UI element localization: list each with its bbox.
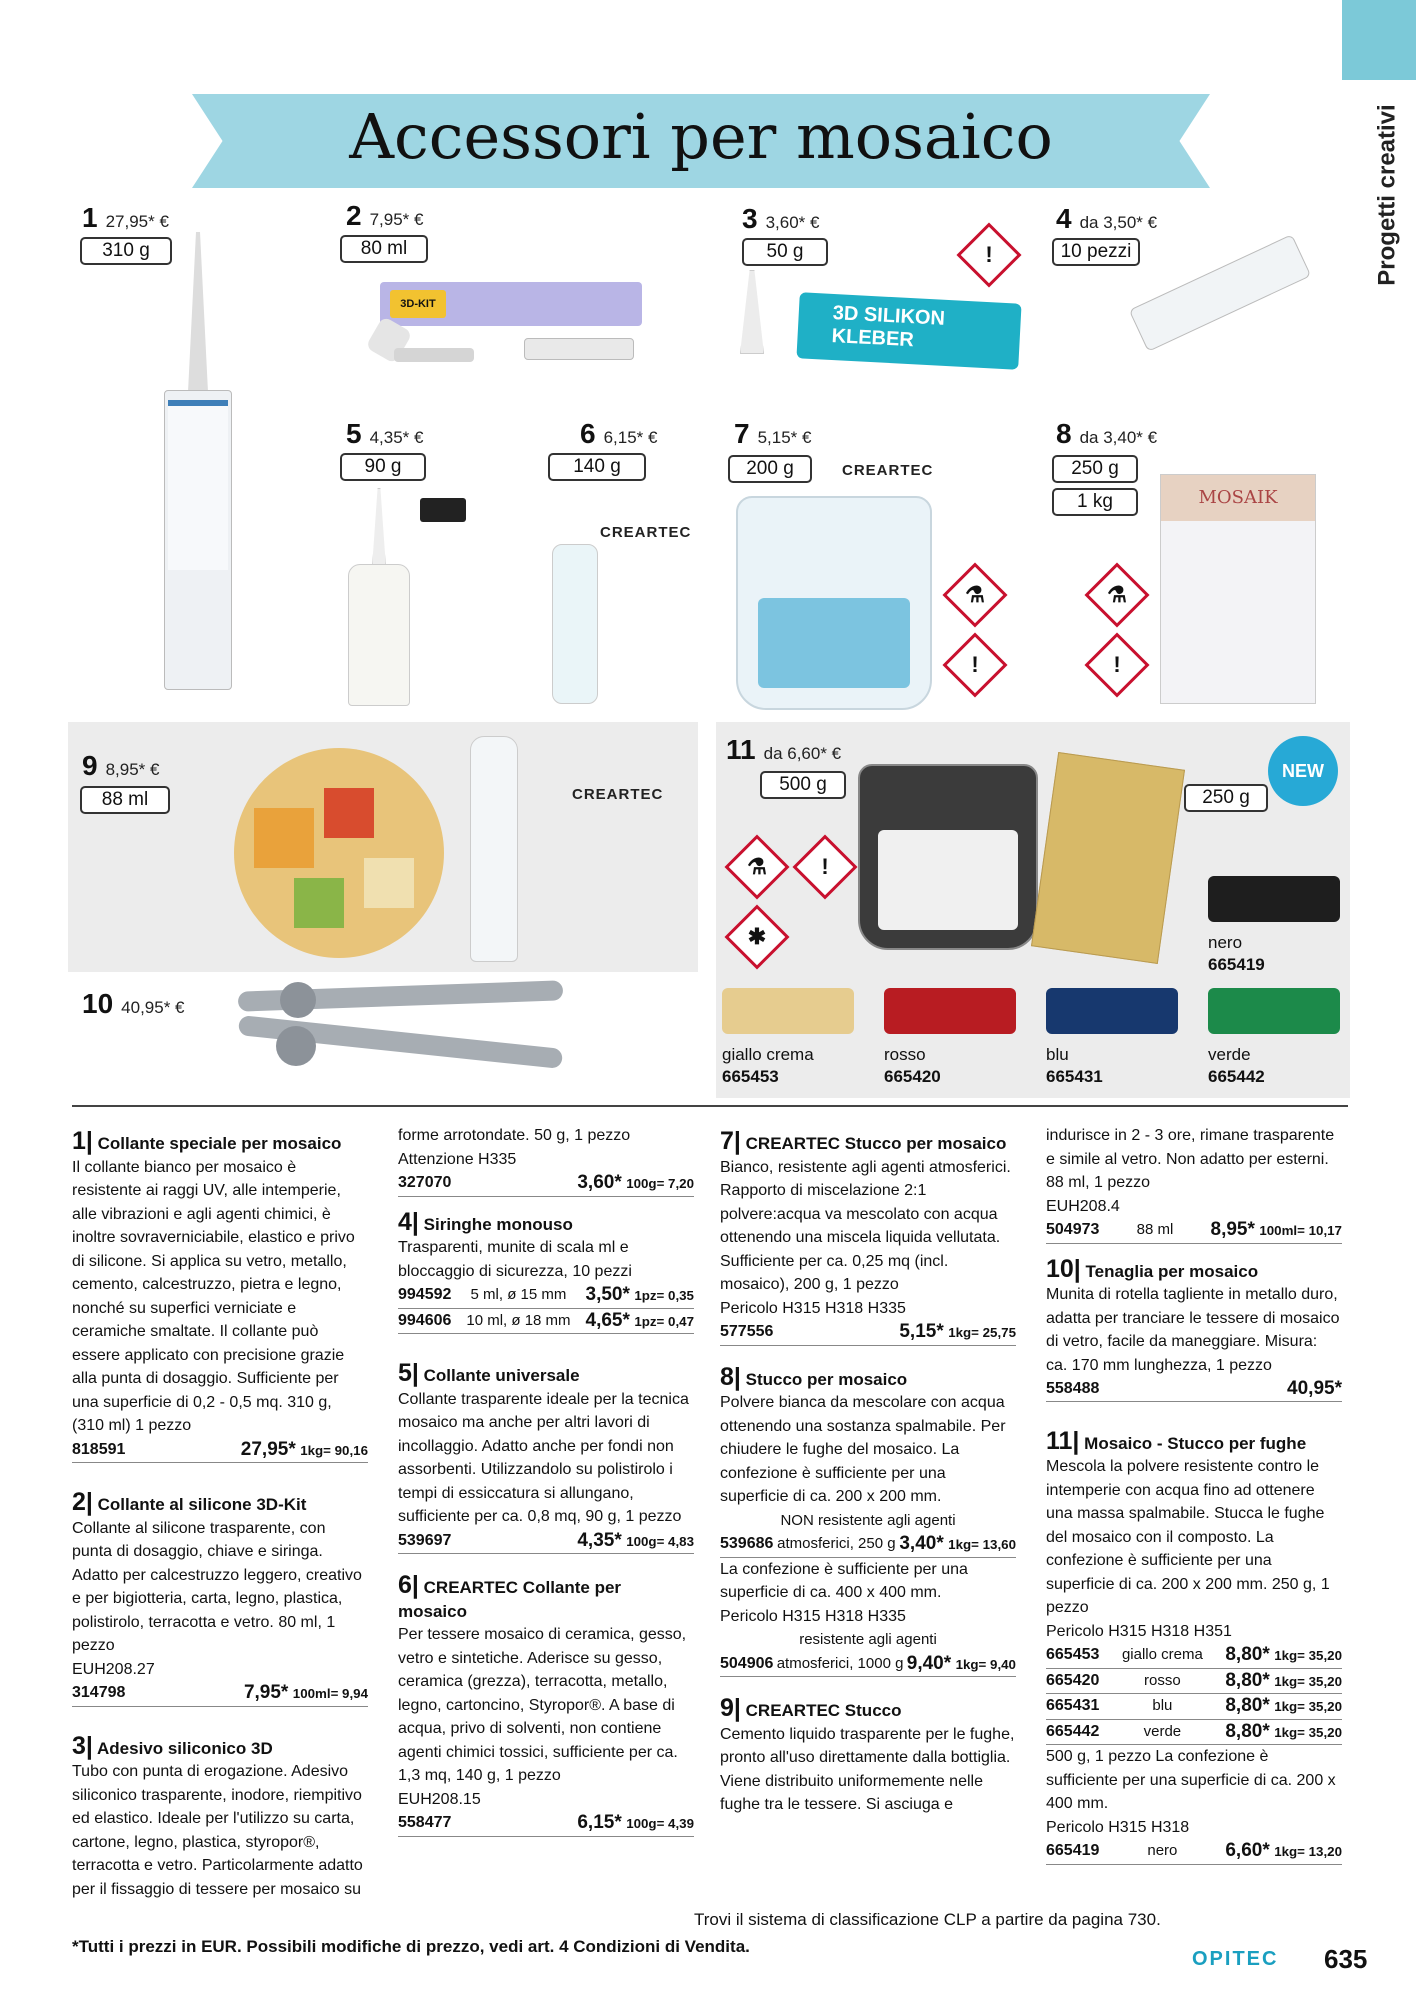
swatch-nero: [1208, 876, 1340, 922]
order-row: 558477 6,15* 100g= 4,39: [398, 1811, 694, 1837]
product-label: 4 da 3,50* €: [1056, 203, 1158, 234]
side-section-label: Progetti creativi: [1374, 104, 1401, 286]
product-heading: 1| Collante speciale per mosaico: [72, 1127, 342, 1155]
size-tag: 90 g: [340, 453, 426, 481]
corrosive-hazard-icon: ⚗: [942, 562, 1007, 627]
mosaic-tiles-image: [234, 748, 444, 958]
size-tag: 1 kg: [1052, 488, 1138, 516]
product-heading: 2| Collante al silicone 3D-Kit: [72, 1488, 307, 1516]
size-tag: 10 pezzi: [1052, 238, 1140, 266]
order-row: 665419 nero 6,60* 1kg= 13,20: [1046, 1839, 1342, 1865]
size-tag: 250 g: [1184, 784, 1268, 812]
size-tag: 80 ml: [340, 235, 428, 263]
product-heading: 8| Stucco per mosaico: [720, 1362, 908, 1391]
product-label: 10 40,95* €: [82, 988, 185, 1019]
swatch-label: rosso 665420: [884, 1045, 941, 1086]
product-heading: 5| Collante universale: [398, 1359, 580, 1387]
swatch-label: nero 665419: [1208, 933, 1265, 974]
swatch-blu: [1046, 988, 1178, 1034]
cutting-wheel-image: [280, 982, 316, 1018]
swatch-label: blu 665431: [1046, 1045, 1103, 1086]
product-heading: 11| Mosaico - Stucco per fughe: [1046, 1426, 1307, 1455]
health-hazard-icon: ✱: [724, 904, 789, 969]
glue-bottle-image: [348, 488, 410, 706]
order-row: 504906 atmosferici, 1000 g 9,40* 1kg= 9,40: [720, 1652, 1016, 1678]
product-heading: 3| Adesivo siliconico 3D: [72, 1731, 273, 1760]
text-column-4: indurisce in 2 - 3 ore, rimane trasparente e simile al vetro. Non adatto per esterni. 88 ml, 1 pezzo EUH208.4 504973 88 ml 8,95* 100ml= 10,17 10| Tenaglia per mosaico Munita di rotella tagliente in metallo duro, adatta per tranciare le tessere di mosaico di vetro, facile da maneggiare. Misura: ca. 170 mm lunghezza, 1 pezzo 558488 40,95* 11| Mosaico - Stucco per fughe Mescola la polvere resistente contro le intemperie con acqua fino ad ottenere una massa spalmabile. Stucca le fughe del mosaico con il composto. La confezione è sufficiente per una superficie di ca. 200 x 200 mm. 250 g, 1 pezzo Pericolo H315 H318 H351 665453 giallo crema 8,80* 1kg= 35,20 665420 rosso 8,80* 1kg= 35,20 665431 blu 8,80* 1kg= 35,20 665442 verde 8,80* 1kg= 35,20 500 g, 1 pezzo La confezione è sufficiente per una superficie di ca. 200 x 400 mm. Pericolo H315 H318 665419 nero 6,60* 1kg= 13,20: [1046, 1124, 1342, 1865]
clp-note: Trovi il sistema di classificazione CLP a partire da pagina 730.: [694, 1910, 1161, 1929]
exclamation-hazard-icon: !: [792, 834, 857, 899]
creartec-logo: CREARTEC: [842, 462, 934, 479]
order-row: 665431 blu 8,80* 1kg= 35,20: [1046, 1694, 1342, 1720]
size-tag: 50 g: [742, 238, 828, 266]
size-tag: 88 ml: [80, 786, 170, 814]
brand-logo: OPITEC: [1192, 1948, 1279, 1970]
order-row: 665420 rosso 8,80* 1kg= 35,20: [1046, 1669, 1342, 1695]
creartec-glue-bottle-image: [552, 544, 598, 704]
section-tab: [1342, 0, 1416, 80]
applicator-tip-image: [740, 270, 764, 354]
size-tag: 140 g: [548, 453, 646, 481]
order-row: 504973 88 ml 8,95* 100ml= 10,17: [1046, 1218, 1342, 1244]
text-column-2: forme arrotondate. 50 g, 1 pezzo Attenzione H335 327070 3,60* 100g= 7,20 4| Siringhe monouso Trasparenti, munite di scala ml e bloccaggio di sicurezza, 10 pezzi 994592 5 ml, ø 15 mm 3,50* 1pz= 0,35 994606 10 ml, ø 18 mm 4,65* 1pz= 0,47 5| Collante universale Collante trasparente ideale per la tecnica mosaico ma anche per altri lavori di incollaggio. Adatto anche per fondi non assorbenti. Utilizzandolo su polistirolo i tempi di essiccatura si allungano, sufficiente per ca. 0,8 mq, 90 g, 1 pezzo 539697 4,35* 100g= 4,83 6| CREARTEC Collante per mosaico Per tessere mosaico di ceramica, gesso, vetro e sintetiche. Aderisce su gesso, ceramica (grezza), terracotta, metallo, legno, cartoncino, Styropor®. A base di acqua, privo di solventi, non contiene agenti chimici tossici, sufficiente per ca. 1,3 mq, 140 g, 1 pezzo EUH208.15 558477 6,15* 100g= 4,39: [398, 1124, 694, 1837]
exclamation-hazard-icon: !: [1084, 632, 1149, 697]
swatch-rosso: [884, 988, 1016, 1034]
size-tag: 310 g: [80, 237, 172, 265]
size-tag: 200 g: [728, 455, 812, 483]
grout-bag-image: [1031, 752, 1185, 964]
price-footnote: *Tutti i prezzi in EUR. Possibili modifiche di prezzo, vedi art. 4 Condizioni di Vendita.: [72, 1937, 750, 1956]
silicone-tube-image: 3D-KIT: [380, 282, 642, 326]
divider: [72, 1105, 1348, 1107]
key-image: [394, 348, 474, 362]
corrosive-hazard-icon: ⚗: [724, 834, 789, 899]
exclamation-hazard-icon: !: [942, 632, 1007, 697]
syringe-image: [1129, 234, 1312, 352]
product-label: 11 da 6,60* €: [726, 734, 842, 765]
product-label: 5 4,35* €: [346, 418, 424, 449]
product-heading: 4| Siringhe monouso: [398, 1207, 573, 1236]
product-label: 9 8,95* €: [82, 750, 160, 781]
order-row: 539697 4,35* 100g= 4,83: [398, 1529, 694, 1555]
exclamation-hazard-icon: !: [956, 222, 1021, 287]
order-row: 994592 5 ml, ø 15 mm 3,50* 1pz= 0,35: [398, 1283, 694, 1309]
order-row: 665442 verde 8,80* 1kg= 35,20: [1046, 1720, 1342, 1746]
swatch-verde: [1208, 988, 1340, 1034]
syringe-small-image: [524, 338, 634, 360]
swatch-label: verde 665442: [1208, 1045, 1265, 1086]
product-label: 8 da 3,40* €: [1056, 418, 1158, 449]
order-row: 539686 atmosferici, 250 g 3,40* 1kg= 13,60: [720, 1532, 1016, 1558]
brand-logo-icon: [420, 498, 466, 522]
grout-tub-image: [858, 764, 1038, 950]
size-tag: 250 g: [1052, 455, 1138, 483]
product-heading: 9| CREARTEC Stucco: [720, 1694, 902, 1722]
size-tag: 500 g: [760, 771, 846, 799]
text-column-3: 7| CREARTEC Stucco per mosaico Bianco, resistente agli agenti atmosferici. Rapporto di miscelazione 2:1 polvere:acqua va mescolato con acqua ottenendo una miscela liquida vellutata. Sufficiente per ca. 0,25 mq (incl. mosaico), 200 g, 1 pezzo Pericolo H315 H318 H335 577556 5,15* 1kg= 25,75 8| Stucco per mosaico Polvere bianca da mescolare con acqua ottenendo una sostanza spalmabile. Per chiudere le fughe del mosaico. La confezione è sufficiente per una superficie di ca. 200 x 200 mm. NON resistente agli agenti 539686 atmosferici, 250 g 3,40* 1kg= 13,60 La confezione è sufficiente per una superficie di ca. 400 x 400 mm. Pericolo H315 H318 H335 resistente agli agenti 504906 atmosferici, 1000 g 9,40* 1kg= 9,40 9| CREARTEC Stucco Cemento liquido trasparente per le fughe, pronto all'uso direttamente dalla bottiglia. Viene distribuito uniformemente nelle fughe tra le tessere. Si asciuga e: [720, 1127, 1016, 1813]
new-badge: NEW: [1268, 736, 1338, 806]
product-heading: 7| CREARTEC Stucco per mosaico: [720, 1127, 1007, 1155]
order-row: 327070 3,60* 100g= 7,20: [398, 1171, 694, 1197]
product-label: 2 7,95* €: [346, 200, 424, 231]
order-row: 314798 7,95* 100ml= 9,94: [72, 1681, 368, 1707]
product-heading: 10| Tenaglia per mosaico: [1046, 1254, 1259, 1283]
text-column-1: 1| Collante speciale per mosaico Il collante bianco per mosaico è resistente ai raggi UV, alle intemperie, alle vibrazioni e agli agenti chimici, è inoltre sovraverniciabile, elastico e privo di silicone. Si applica su vetro, metallo, cemento, calcestruzzo, pietra e legno, nonché su superfici verniciate e ceramiche smaltate. Il collante può essere applicato con precisione grazie alla punta di dosaggio. Sufficiente per una superficie di 0,2 - 0,5 mq. 310 g, (310 ml) 1 pezzo 818591 27,95* 1kg= 90,16 2| Collante al silicone 3D-Kit Collante al silicone trasparente, con punta di dosaggio, chiave e siringa. Adatto per calcestruzzo leggero, creativo e per bigiotteria, carta, legno, plastica, polistirolo, terracotta e vetro. 80 ml, 1 pezzo EUH208.27 314798 7,95* 100ml= 9,94 3| Adesivo siliconico 3D Tubo con punta di erogazione. Adesivo siliconico trasparente, inodore, riempitivo ed elastico. Ideale per l'utilizzo su carta, cartone, legno, plastica, styropor®, terracotta e vetro. Particolarmente adatto per il fissaggio di tessere per mosaico su: [72, 1127, 368, 1898]
order-row: 558488 40,95*: [1046, 1377, 1342, 1402]
product-label: 7 5,15* €: [734, 418, 812, 449]
product-label: 3 3,60* €: [742, 203, 820, 234]
creartec-stucco-bottle-image: [470, 736, 518, 962]
caulk-cartridge-image: [164, 232, 236, 700]
order-row: 994606 10 ml, ø 18 mm 4,65* 1pz= 0,47: [398, 1309, 694, 1335]
product-label: 6 6,15* €: [580, 418, 658, 449]
page-title: Accessori per mosaico: [349, 100, 1053, 173]
order-row: 577556 5,15* 1kg= 25,75: [720, 1320, 1016, 1346]
product-heading: 6| CREARTEC Collante per mosaico: [398, 1571, 622, 1621]
order-row: 818591 27,95* 1kg= 90,16: [72, 1438, 368, 1464]
swatch-giallo-crema: [722, 988, 854, 1034]
mosaik-bag-image: MOSAIK: [1160, 474, 1316, 704]
stucco-tub-image: [736, 496, 932, 710]
cutting-wheel-image: [276, 1026, 316, 1066]
creartec-logo: CREARTEC: [600, 524, 692, 541]
corrosive-hazard-icon: ⚗: [1084, 562, 1149, 627]
creartec-logo: CREARTEC: [572, 786, 664, 803]
order-row: 665453 giallo crema 8,80* 1kg= 35,20: [1046, 1643, 1342, 1669]
3d-silicone-tube-image: 3D SILIKON KLEBER: [796, 292, 1021, 370]
swatch-label: giallo crema 665453: [722, 1045, 814, 1086]
product-label: 1 27,95* €: [82, 202, 169, 233]
page-number: 635: [1324, 1944, 1368, 1974]
